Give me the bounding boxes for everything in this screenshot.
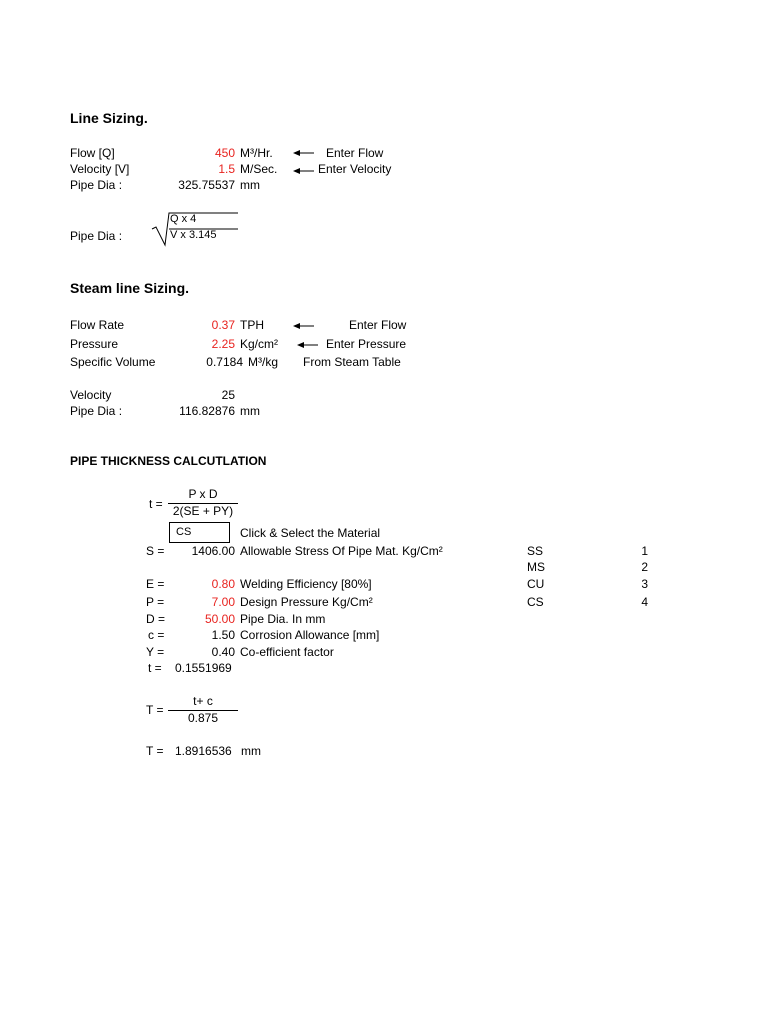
velocity-unit: M/Sec.	[240, 162, 278, 176]
material-code: 3	[641, 577, 648, 591]
pressure-label: Pressure	[70, 337, 119, 351]
pipe-dia-value: 325.75537	[178, 178, 235, 192]
arrow-left-icon	[293, 148, 315, 158]
formula-T-denominator: 0.875	[187, 711, 219, 725]
specific-volume-label: Specific Volume	[70, 355, 156, 369]
y-value: 0.40	[211, 645, 235, 659]
material-name: SS	[527, 544, 544, 558]
formula-denominator: V x 3.145	[170, 229, 217, 241]
s-symbol: S =	[146, 544, 165, 558]
flow-rate-note: Enter Flow	[349, 318, 407, 332]
pressure-note: Enter Pressure	[326, 337, 407, 351]
material-select[interactable]: CS	[169, 522, 230, 543]
flow-note: Enter Flow	[326, 146, 384, 160]
steam-pipe-dia-label: Pipe Dia :	[70, 404, 123, 418]
formula-T-label: T =	[146, 703, 164, 717]
formula-t-label: t =	[149, 497, 163, 511]
specific-volume-note: From Steam Table	[303, 355, 401, 369]
material-name: CS	[527, 595, 544, 609]
flow-rate-unit: TPH	[240, 318, 264, 332]
material-name: CU	[527, 577, 545, 591]
pipe-dia-formula-label: Pipe Dia :	[70, 229, 123, 243]
arrow-left-icon	[293, 321, 315, 331]
e-desc: Welding Efficiency [80%]	[240, 577, 372, 591]
arrow-left-icon	[293, 166, 315, 176]
formula-t-denominator: 2(SE + PY)	[172, 504, 234, 518]
steam-velocity-value: 25	[221, 388, 235, 402]
e-value[interactable]: 0.80	[211, 577, 235, 591]
velocity-label: Velocity [V]	[70, 162, 130, 176]
p-desc: Design Pressure Kg/Cm²	[240, 595, 373, 609]
material-code: 4	[641, 595, 648, 609]
pressure-unit: Kg/cm²	[240, 337, 279, 351]
specific-volume-unit: M³/kg	[248, 355, 278, 369]
e-symbol: E =	[146, 577, 165, 591]
material-code: 2	[641, 560, 648, 574]
pipe-dia-label: Pipe Dia :	[70, 178, 123, 192]
p-symbol: P =	[146, 595, 165, 609]
result-unit: mm	[241, 744, 261, 758]
arrow-left-icon	[297, 340, 319, 350]
c-desc: Corrosion Allowance [mm]	[240, 628, 380, 642]
d-desc: Pipe Dia. In mm	[240, 612, 326, 626]
c-value: 1.50	[211, 628, 235, 642]
specific-volume-value: 0.7184	[206, 355, 243, 369]
p-value[interactable]: 7.00	[211, 595, 235, 609]
d-value[interactable]: 50.00	[204, 612, 235, 626]
formula-numerator: Q x 4	[170, 213, 197, 225]
steam-sizing-title: Steam line Sizing.	[70, 280, 190, 296]
material-prompt: Click & Select the Material	[240, 526, 381, 540]
y-symbol: Y =	[146, 645, 165, 659]
velocity-value[interactable]: 1.5	[218, 162, 235, 176]
flow-label: Flow [Q]	[70, 146, 115, 160]
result-label: T =	[146, 744, 164, 758]
flow-unit: M³/Hr.	[240, 146, 273, 160]
y-desc: Co-efficient factor	[240, 645, 334, 659]
steam-pipe-dia-value: 116.82876	[179, 404, 235, 418]
flow-value[interactable]: 450	[214, 146, 235, 160]
velocity-note: Enter Velocity	[318, 162, 392, 176]
pressure-value[interactable]: 2.25	[211, 337, 235, 351]
thickness-title: PIPE THICKNESS CALCUTLATION	[70, 454, 267, 468]
formula-T-numerator: t+ c	[193, 694, 213, 708]
flow-rate-label: Flow Rate	[70, 318, 125, 332]
flow-rate-value[interactable]: 0.37	[211, 318, 235, 332]
material-name: MS	[527, 560, 545, 574]
steam-velocity-label: Velocity	[70, 388, 112, 402]
s-desc: Allowable Stress Of Pipe Mat. Kg/Cm²	[240, 544, 443, 558]
steam-pipe-dia-unit: mm	[240, 404, 260, 418]
result-value: 1.8916536	[175, 744, 232, 758]
t-value: 0.1551969	[175, 661, 232, 675]
line-sizing-title: Line Sizing.	[70, 110, 148, 126]
material-code: 1	[641, 544, 648, 558]
formula-t-numerator: P x D	[188, 487, 218, 501]
pipe-dia-unit: mm	[240, 178, 260, 192]
s-value: 1406.00	[191, 544, 235, 558]
t-symbol: t =	[148, 661, 162, 675]
c-symbol: c =	[148, 628, 165, 642]
d-symbol: D =	[146, 612, 166, 626]
